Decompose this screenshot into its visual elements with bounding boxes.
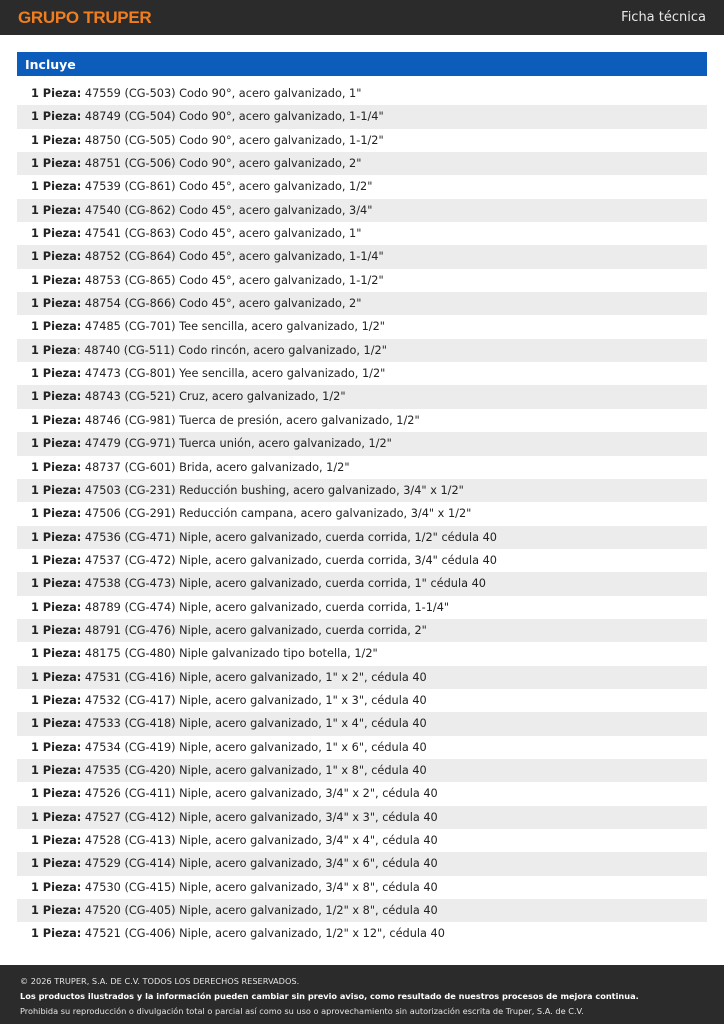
item-quantity: 1 Pieza: xyxy=(31,367,82,381)
item-description: 47531 (CG-416) Niple, acero galvanizado, 1" x 2", cédula 40 xyxy=(81,670,427,684)
list-item xyxy=(17,526,707,549)
item-quantity: 1 Pieza: xyxy=(31,577,82,591)
included-items-list xyxy=(17,82,707,946)
list-item xyxy=(17,409,707,432)
item-quantity: 1 Pieza: xyxy=(31,273,82,287)
list-item xyxy=(17,269,707,292)
item-quantity: 1 Pieza: xyxy=(31,763,82,777)
item-quantity: 1 Pieza xyxy=(31,343,77,357)
item-quantity: 1 Pieza: xyxy=(31,460,82,474)
list-item xyxy=(17,199,707,222)
item-quantity: 1 Pieza: xyxy=(31,157,82,171)
list-item xyxy=(17,852,707,875)
list-item xyxy=(17,222,707,245)
list-item xyxy=(17,619,707,642)
item-description: 48749 (CG-504) Codo 90°, acero galvanizado, 1-1/4" xyxy=(81,110,384,124)
item-description: 47520 (CG-405) Niple, acero galvanizado, 1/2" x 8", cédula 40 xyxy=(81,904,438,918)
list-item xyxy=(17,479,707,502)
item-quantity: 1 Pieza: xyxy=(31,413,82,427)
item-quantity: 1 Pieza: xyxy=(31,437,82,451)
footer-legal: Prohibida su reproducción o divulgación total o parcial así como su uso o aprovechamiento sin autorización escrita de Truper, S.A. de C.V. xyxy=(20,1006,584,1016)
list-item xyxy=(17,922,707,945)
item-quantity: 1 Pieza: xyxy=(31,857,82,871)
item-description: 47526 (CG-411) Niple, acero galvanizado, 3/4" x 2", cédula 40 xyxy=(81,787,438,801)
list-item xyxy=(17,806,707,829)
list-item xyxy=(17,782,707,805)
item-quantity: 1 Pieza: xyxy=(31,787,82,801)
item-quantity: 1 Pieza: xyxy=(31,647,82,661)
item-quantity: 1 Pieza: xyxy=(31,390,82,404)
item-description: 47485 (CG-701) Tee sencilla, acero galvanizado, 1/2" xyxy=(81,320,385,334)
item-description: 47473 (CG-801) Yee sencilla, acero galvanizado, 1/2" xyxy=(81,367,386,381)
item-quantity: 1 Pieza: xyxy=(31,203,82,217)
item-description: 48743 (CG-521) Cruz, acero galvanizado, 1/2" xyxy=(81,390,346,404)
document-type-label: Ficha técnica xyxy=(621,10,706,25)
item-quantity: 1 Pieza: xyxy=(31,87,82,100)
list-item xyxy=(17,339,707,362)
item-description: 47521 (CG-406) Niple, acero galvanizado, 1/2" x 12", cédula 40 xyxy=(81,927,445,941)
list-item xyxy=(17,362,707,385)
item-description: 48746 (CG-981) Tuerca de presión, acero galvanizado, 1/2" xyxy=(81,413,420,427)
item-quantity: 1 Pieza: xyxy=(31,227,82,241)
item-quantity: 1 Pieza: xyxy=(31,670,82,684)
item-quantity: 1 Pieza: xyxy=(31,740,82,754)
item-description: 48750 (CG-505) Codo 90°, acero galvanizado, 1-1/2" xyxy=(81,133,384,147)
item-description: 48753 (CG-865) Codo 45°, acero galvanizado, 1-1/2" xyxy=(81,273,384,287)
list-item xyxy=(17,549,707,572)
list-item xyxy=(17,759,707,782)
item-description: 47541 (CG-863) Codo 45°, acero galvanizado, 1" xyxy=(81,227,362,241)
item-description: 47559 (CG-503) Codo 90°, acero galvanizado, 1" xyxy=(81,87,362,100)
item-quantity: 1 Pieza: xyxy=(31,320,82,334)
section-title-bar xyxy=(17,52,707,76)
item-description: 47538 (CG-473) Niple, acero galvanizado, cuerda corrida, 1" cédula 40 xyxy=(81,577,486,591)
list-item xyxy=(17,712,707,735)
list-item xyxy=(17,315,707,338)
item-description: 47528 (CG-413) Niple, acero galvanizado, 3/4" x 4", cédula 40 xyxy=(81,834,438,847)
item-description: 47532 (CG-417) Niple, acero galvanizado, 1" x 3", cédula 40 xyxy=(81,693,427,707)
item-quantity: 1 Pieza: xyxy=(31,180,82,194)
list-item xyxy=(17,666,707,689)
item-quantity: 1 Pieza: xyxy=(31,810,82,824)
list-item xyxy=(17,689,707,712)
list-item xyxy=(17,175,707,198)
item-quantity: 1 Pieza: xyxy=(31,250,82,264)
list-item xyxy=(17,245,707,268)
brand-logo: GRUPO TRUPER xyxy=(18,7,152,27)
list-item xyxy=(17,105,707,128)
list-item xyxy=(17,129,707,152)
item-quantity: 1 Pieza: xyxy=(31,600,82,614)
item-quantity: 1 Pieza: xyxy=(31,110,82,124)
item-quantity: 1 Pieza: xyxy=(31,507,82,521)
list-item xyxy=(17,572,707,595)
footer-notice: Los productos ilustrados y la información pueden cambiar sin previo aviso, como resultado de nuestros procesos de mejora continua. xyxy=(20,991,639,1001)
list-item xyxy=(17,899,707,922)
list-item xyxy=(17,292,707,315)
section-title: Incluye xyxy=(25,56,76,72)
item-quantity: 1 Pieza: xyxy=(31,483,82,497)
item-quantity: 1 Pieza: xyxy=(31,880,82,894)
item-description: 47533 (CG-418) Niple, acero galvanizado, 1" x 4", cédula 40 xyxy=(81,717,427,731)
item-description: 47503 (CG-231) Reducción bushing, acero galvanizado, 3/4" x 1/2" xyxy=(81,483,464,497)
top-header-bar xyxy=(0,0,724,35)
item-description: 48752 (CG-864) Codo 45°, acero galvanizado, 1-1/4" xyxy=(81,250,384,264)
item-description: 48754 (CG-866) Codo 45°, acero galvanizado, 2" xyxy=(81,297,362,311)
list-item xyxy=(17,876,707,899)
item-description: 47479 (CG-971) Tuerca unión, acero galvanizado, 1/2" xyxy=(81,437,392,451)
item-description: 48789 (CG-474) Niple, acero galvanizado, cuerda corrida, 1-1/4" xyxy=(81,600,450,614)
item-quantity: 1 Pieza: xyxy=(31,717,82,731)
list-item xyxy=(17,502,707,525)
list-item xyxy=(17,596,707,619)
item-description: 48791 (CG-476) Niple, acero galvanizado, cuerda corrida, 2" xyxy=(81,623,427,637)
item-quantity: 1 Pieza: xyxy=(31,834,82,847)
item-description: 47537 (CG-472) Niple, acero galvanizado, cuerda corrida, 3/4" cédula 40 xyxy=(81,553,497,567)
item-description: 47527 (CG-412) Niple, acero galvanizado, 3/4" x 3", cédula 40 xyxy=(81,810,438,824)
item-description: 48175 (CG-480) Niple galvanizado tipo botella, 1/2" xyxy=(81,647,378,661)
item-quantity: 1 Pieza: xyxy=(31,297,82,311)
list-item xyxy=(17,642,707,665)
item-description: 47506 (CG-291) Reducción campana, acero galvanizado, 3/4" x 1/2" xyxy=(81,507,472,521)
item-description: : 48740 (CG-511) Codo rincón, acero galvanizado, 1/2" xyxy=(76,343,387,357)
list-item xyxy=(17,82,707,105)
item-quantity: 1 Pieza: xyxy=(31,133,82,147)
list-item xyxy=(17,736,707,759)
item-description: 47540 (CG-862) Codo 45°, acero galvanizado, 3/4" xyxy=(81,203,373,217)
item-description: 47529 (CG-414) Niple, acero galvanizado, 3/4" x 6", cédula 40 xyxy=(81,857,438,871)
page-footer xyxy=(0,965,724,1024)
list-item xyxy=(17,152,707,175)
list-item xyxy=(17,456,707,479)
item-quantity: 1 Pieza: xyxy=(31,904,82,918)
item-quantity: 1 Pieza: xyxy=(31,927,82,941)
item-description: 48737 (CG-601) Brida, acero galvanizado, 1/2" xyxy=(81,460,350,474)
list-item xyxy=(17,829,707,852)
item-description: 48751 (CG-506) Codo 90°, acero galvanizado, 2" xyxy=(81,157,362,171)
item-description: 47534 (CG-419) Niple, acero galvanizado, 1" x 6", cédula 40 xyxy=(81,740,427,754)
item-description: 47535 (CG-420) Niple, acero galvanizado, 1" x 8", cédula 40 xyxy=(81,763,427,777)
item-quantity: 1 Pieza: xyxy=(31,530,82,544)
list-item xyxy=(17,432,707,455)
item-description: 47536 (CG-471) Niple, acero galvanizado, cuerda corrida, 1/2" cédula 40 xyxy=(81,530,497,544)
footer-copyright: © 2026 TRUPER, S.A. DE C.V. TODOS LOS DERECHOS RESERVADOS. xyxy=(20,976,300,986)
item-quantity: 1 Pieza: xyxy=(31,553,82,567)
item-quantity: 1 Pieza: xyxy=(31,693,82,707)
item-quantity: 1 Pieza: xyxy=(31,623,82,637)
item-description: 47530 (CG-415) Niple, acero galvanizado, 3/4" x 8", cédula 40 xyxy=(81,880,438,894)
list-item xyxy=(17,385,707,408)
item-description: 47539 (CG-861) Codo 45°, acero galvanizado, 1/2" xyxy=(81,180,373,194)
